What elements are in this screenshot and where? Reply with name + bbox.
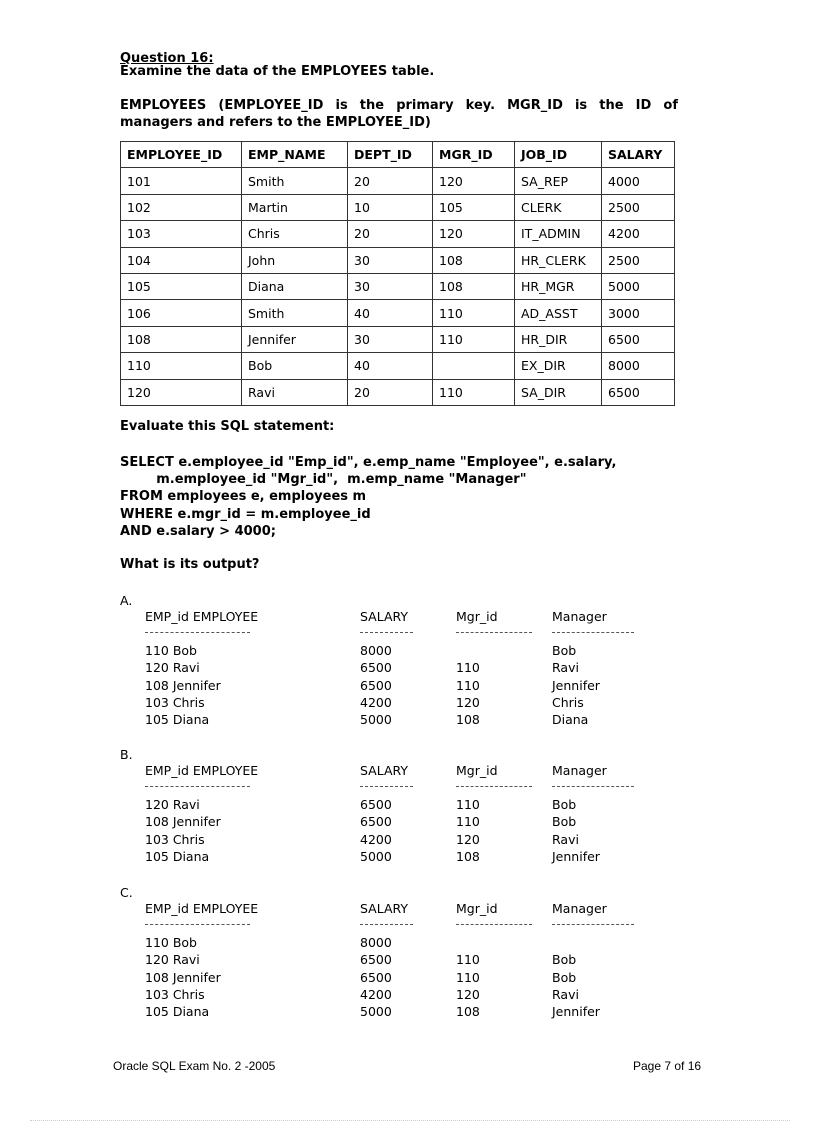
cell-emp-name: Jennifer xyxy=(242,326,348,352)
option-dash-rule xyxy=(145,924,250,925)
header-job-id: JOB_ID xyxy=(515,142,602,168)
option-cell-salary: 6500 xyxy=(360,797,392,812)
evaluate-label: Evaluate this SQL statement: xyxy=(120,419,335,434)
option-header-mgr-id: Mgr_id xyxy=(456,609,498,624)
option-cell-employee: 110 Bob xyxy=(145,643,197,658)
option-cell-salary: 5000 xyxy=(360,712,392,728)
option-header-emp: EMP_id EMPLOYEE xyxy=(145,901,259,916)
cell-dept-id: 30 xyxy=(348,326,433,352)
option-cell-mgr-id: 110 xyxy=(456,660,480,676)
option-cell-manager: Ravi xyxy=(552,660,579,676)
cell-employee-id: 102 xyxy=(121,194,242,220)
option-header-manager: Manager xyxy=(552,901,607,916)
option-cell-mgr-id: 110 xyxy=(456,677,480,693)
option-cell-employee: 108 Jennifer xyxy=(145,814,221,830)
option-cell-manager: Jennifer xyxy=(552,848,600,864)
cell-employee-id: 120 xyxy=(121,379,242,405)
cell-mgr-id: 110 xyxy=(433,379,515,405)
cell-job-id: HR_MGR xyxy=(515,273,602,299)
cell-salary: 2500 xyxy=(602,194,675,220)
cell-salary: 6500 xyxy=(602,379,675,405)
option-c-letter: C. xyxy=(120,885,133,900)
cell-salary: 2500 xyxy=(602,247,675,273)
option-cell-employee: 120 Ravi xyxy=(145,660,200,676)
cell-mgr-id: 120 xyxy=(433,221,515,247)
cell-job-id: AD_ASST xyxy=(515,300,602,326)
option-cell-manager: Bob xyxy=(552,643,577,658)
cell-emp-name: Martin xyxy=(242,194,348,220)
option-cell-employee: 105 Diana xyxy=(145,848,210,864)
option-cell-employee: 103 Chris xyxy=(145,986,205,1002)
cell-emp-name: Ravi xyxy=(242,379,348,405)
option-cell-salary: 5000 xyxy=(360,848,392,864)
option-dash-rule xyxy=(145,632,250,633)
option-b-letter: B. xyxy=(120,747,133,762)
sql-line: WHERE e.mgr_id = m.employee_id xyxy=(120,506,371,522)
header-employee-id: EMPLOYEE_ID xyxy=(121,142,242,168)
cell-emp-name: Diana xyxy=(242,273,348,299)
option-dash-rule xyxy=(456,924,532,925)
option-header-manager: Manager xyxy=(552,609,607,624)
cell-employee-id: 108 xyxy=(121,326,242,352)
option-cell-manager: Bob xyxy=(552,969,577,985)
cell-mgr-id: 108 xyxy=(433,273,515,299)
option-header-salary: SALARY xyxy=(360,609,409,624)
footer-exam-name: Oracle SQL Exam No. 2 -2005 xyxy=(113,1059,276,1073)
option-cell-employee: 103 Chris xyxy=(145,831,205,847)
option-header-salary: SALARY xyxy=(360,763,409,778)
option-cell-salary: 6500 xyxy=(360,952,392,968)
cell-job-id: SA_REP xyxy=(515,168,602,194)
cell-mgr-id: 105 xyxy=(433,194,515,220)
cell-job-id: SA_DIR xyxy=(515,379,602,405)
table-description: EMPLOYEES (EMPLOYEE_ID is the primary key. MGR_ID is the ID of managers and refers to the EMPLOYEE_ID) xyxy=(120,98,678,130)
cell-dept-id: 10 xyxy=(348,194,433,220)
option-dash-rule xyxy=(456,786,532,787)
cell-job-id: CLERK xyxy=(515,194,602,220)
cell-employee-id: 110 xyxy=(121,353,242,379)
table-row xyxy=(121,353,675,379)
cell-job-id: IT_ADMIN xyxy=(515,221,602,247)
cell-dept-id: 20 xyxy=(348,379,433,405)
cell-employee-id: 103 xyxy=(121,221,242,247)
option-cell-employee: 110 Bob xyxy=(145,935,197,950)
option-header-mgr-id: Mgr_id xyxy=(456,763,498,778)
cell-dept-id: 40 xyxy=(348,353,433,379)
cell-employee-id: 101 xyxy=(121,168,242,194)
option-cell-salary: 6500 xyxy=(360,677,392,693)
option-dash-rule xyxy=(360,786,413,787)
option-dash-rule xyxy=(360,924,413,925)
option-cell-mgr-id: 120 xyxy=(456,694,480,710)
cell-dept-id: 20 xyxy=(348,168,433,194)
option-dash-rule xyxy=(360,632,413,633)
cell-mgr-id: 120 xyxy=(433,168,515,194)
cell-mgr-id: 108 xyxy=(433,247,515,273)
cell-emp-name: Bob xyxy=(242,353,348,379)
option-header-mgr-id: Mgr_id xyxy=(456,901,498,916)
option-cell-manager: Bob xyxy=(552,797,577,812)
option-cell-manager: Diana xyxy=(552,712,589,728)
option-cell-salary: 5000 xyxy=(360,1004,392,1020)
option-cell-mgr-id: 110 xyxy=(456,797,480,812)
cell-salary: 4200 xyxy=(602,221,675,247)
footer-page-number: Page 7 of 16 xyxy=(633,1059,702,1073)
table-row xyxy=(121,221,675,247)
option-cell-mgr-id: 108 xyxy=(456,712,480,728)
table-row xyxy=(121,379,675,405)
cell-emp-name: John xyxy=(242,247,348,273)
table-header-row xyxy=(121,142,675,168)
sql-line: FROM employees e, employees m xyxy=(120,489,367,505)
option-cell-salary: 6500 xyxy=(360,660,392,676)
cell-mgr-id: 110 xyxy=(433,326,515,352)
cell-mgr-id: 110 xyxy=(433,300,515,326)
cell-salary: 5000 xyxy=(602,273,675,299)
option-cell-manager: Jennifer xyxy=(552,677,600,693)
option-cell-mgr-id: 120 xyxy=(456,986,480,1002)
option-cell-manager: Ravi xyxy=(552,831,579,847)
option-cell-mgr-id: 108 xyxy=(456,848,480,864)
option-cell-salary: 4200 xyxy=(360,694,392,710)
cell-employee-id: 105 xyxy=(121,273,242,299)
option-cell-employee: 105 Diana xyxy=(145,712,210,728)
table-row xyxy=(121,273,675,299)
cell-mgr-id xyxy=(433,353,515,379)
option-cell-mgr-id: 110 xyxy=(456,814,480,830)
option-cell-employee: 108 Jennifer xyxy=(145,677,221,693)
table-row xyxy=(121,247,675,273)
option-dash-rule xyxy=(145,786,250,787)
option-dash-rule xyxy=(552,632,634,633)
cell-job-id: HR_CLERK xyxy=(515,247,602,273)
header-emp-name: EMP_NAME xyxy=(242,142,348,168)
cell-job-id: EX_DIR xyxy=(515,353,602,379)
table-row xyxy=(121,300,675,326)
cell-dept-id: 30 xyxy=(348,247,433,273)
cell-emp-name: Smith xyxy=(242,300,348,326)
option-cell-employee: 103 Chris xyxy=(145,694,205,710)
option-dash-rule xyxy=(456,632,532,633)
header-salary: SALARY xyxy=(602,142,675,168)
cell-emp-name: Smith xyxy=(242,168,348,194)
cell-job-id: HR_DIR xyxy=(515,326,602,352)
sql-line: AND e.salary > 4000; xyxy=(120,523,276,539)
output-question: What is its output? xyxy=(120,557,260,572)
option-cell-salary: 6500 xyxy=(360,969,392,985)
option-cell-employee: 105 Diana xyxy=(145,1004,210,1020)
cell-salary: 6500 xyxy=(602,326,675,352)
table-row xyxy=(121,326,675,352)
option-cell-employee: 108 Jennifer xyxy=(145,969,221,985)
question-title: Question 16: xyxy=(120,51,214,66)
option-cell-salary: 4200 xyxy=(360,986,392,1002)
option-cell-manager: Bob xyxy=(552,814,577,830)
sql-statement xyxy=(120,454,616,540)
option-cell-salary: 8000 xyxy=(360,643,392,658)
cell-salary: 3000 xyxy=(602,300,675,326)
option-dash-rule xyxy=(552,786,634,787)
option-dash-rule xyxy=(552,924,634,925)
option-a-letter: A. xyxy=(120,593,133,608)
option-cell-employee: 120 Ravi xyxy=(145,797,200,812)
option-header-salary: SALARY xyxy=(360,901,409,916)
option-cell-manager: Bob xyxy=(552,952,577,968)
option-cell-salary: 8000 xyxy=(360,935,392,950)
option-cell-mgr-id: 110 xyxy=(456,969,480,985)
table-row xyxy=(121,168,675,194)
header-mgr-id: MGR_ID xyxy=(433,142,515,168)
question-subtitle: Examine the data of the EMPLOYEES table. xyxy=(120,64,435,79)
header-dept-id: DEPT_ID xyxy=(348,142,433,168)
employees-table xyxy=(120,141,675,406)
option-cell-manager: Ravi xyxy=(552,986,579,1002)
option-header-emp: EMP_id EMPLOYEE xyxy=(145,609,259,624)
option-cell-salary: 4200 xyxy=(360,831,392,847)
employees-table-body xyxy=(121,168,675,406)
cell-dept-id: 40 xyxy=(348,300,433,326)
sql-line: m.employee_id "Mgr_id", m.emp_name "Manager" xyxy=(120,472,527,488)
option-cell-employee: 120 Ravi xyxy=(145,952,200,968)
option-cell-mgr-id: 110 xyxy=(456,952,480,968)
option-cell-mgr-id: 108 xyxy=(456,1004,480,1020)
option-cell-manager: Chris xyxy=(552,694,584,710)
cell-emp-name: Chris xyxy=(242,221,348,247)
table-row xyxy=(121,194,675,220)
cell-salary: 8000 xyxy=(602,353,675,379)
cell-salary: 4000 xyxy=(602,168,675,194)
cell-dept-id: 20 xyxy=(348,221,433,247)
option-cell-mgr-id: 120 xyxy=(456,831,480,847)
option-header-manager: Manager xyxy=(552,763,607,778)
sql-line: SELECT e.employee_id "Emp_id", e.emp_name "Employee", e.salary, xyxy=(120,455,617,470)
page-bottom-rule xyxy=(30,1120,790,1121)
cell-dept-id: 30 xyxy=(348,273,433,299)
option-cell-manager: Jennifer xyxy=(552,1004,600,1020)
cell-employee-id: 106 xyxy=(121,300,242,326)
cell-employee-id: 104 xyxy=(121,247,242,273)
option-cell-salary: 6500 xyxy=(360,814,392,830)
option-header-emp: EMP_id EMPLOYEE xyxy=(145,763,259,778)
